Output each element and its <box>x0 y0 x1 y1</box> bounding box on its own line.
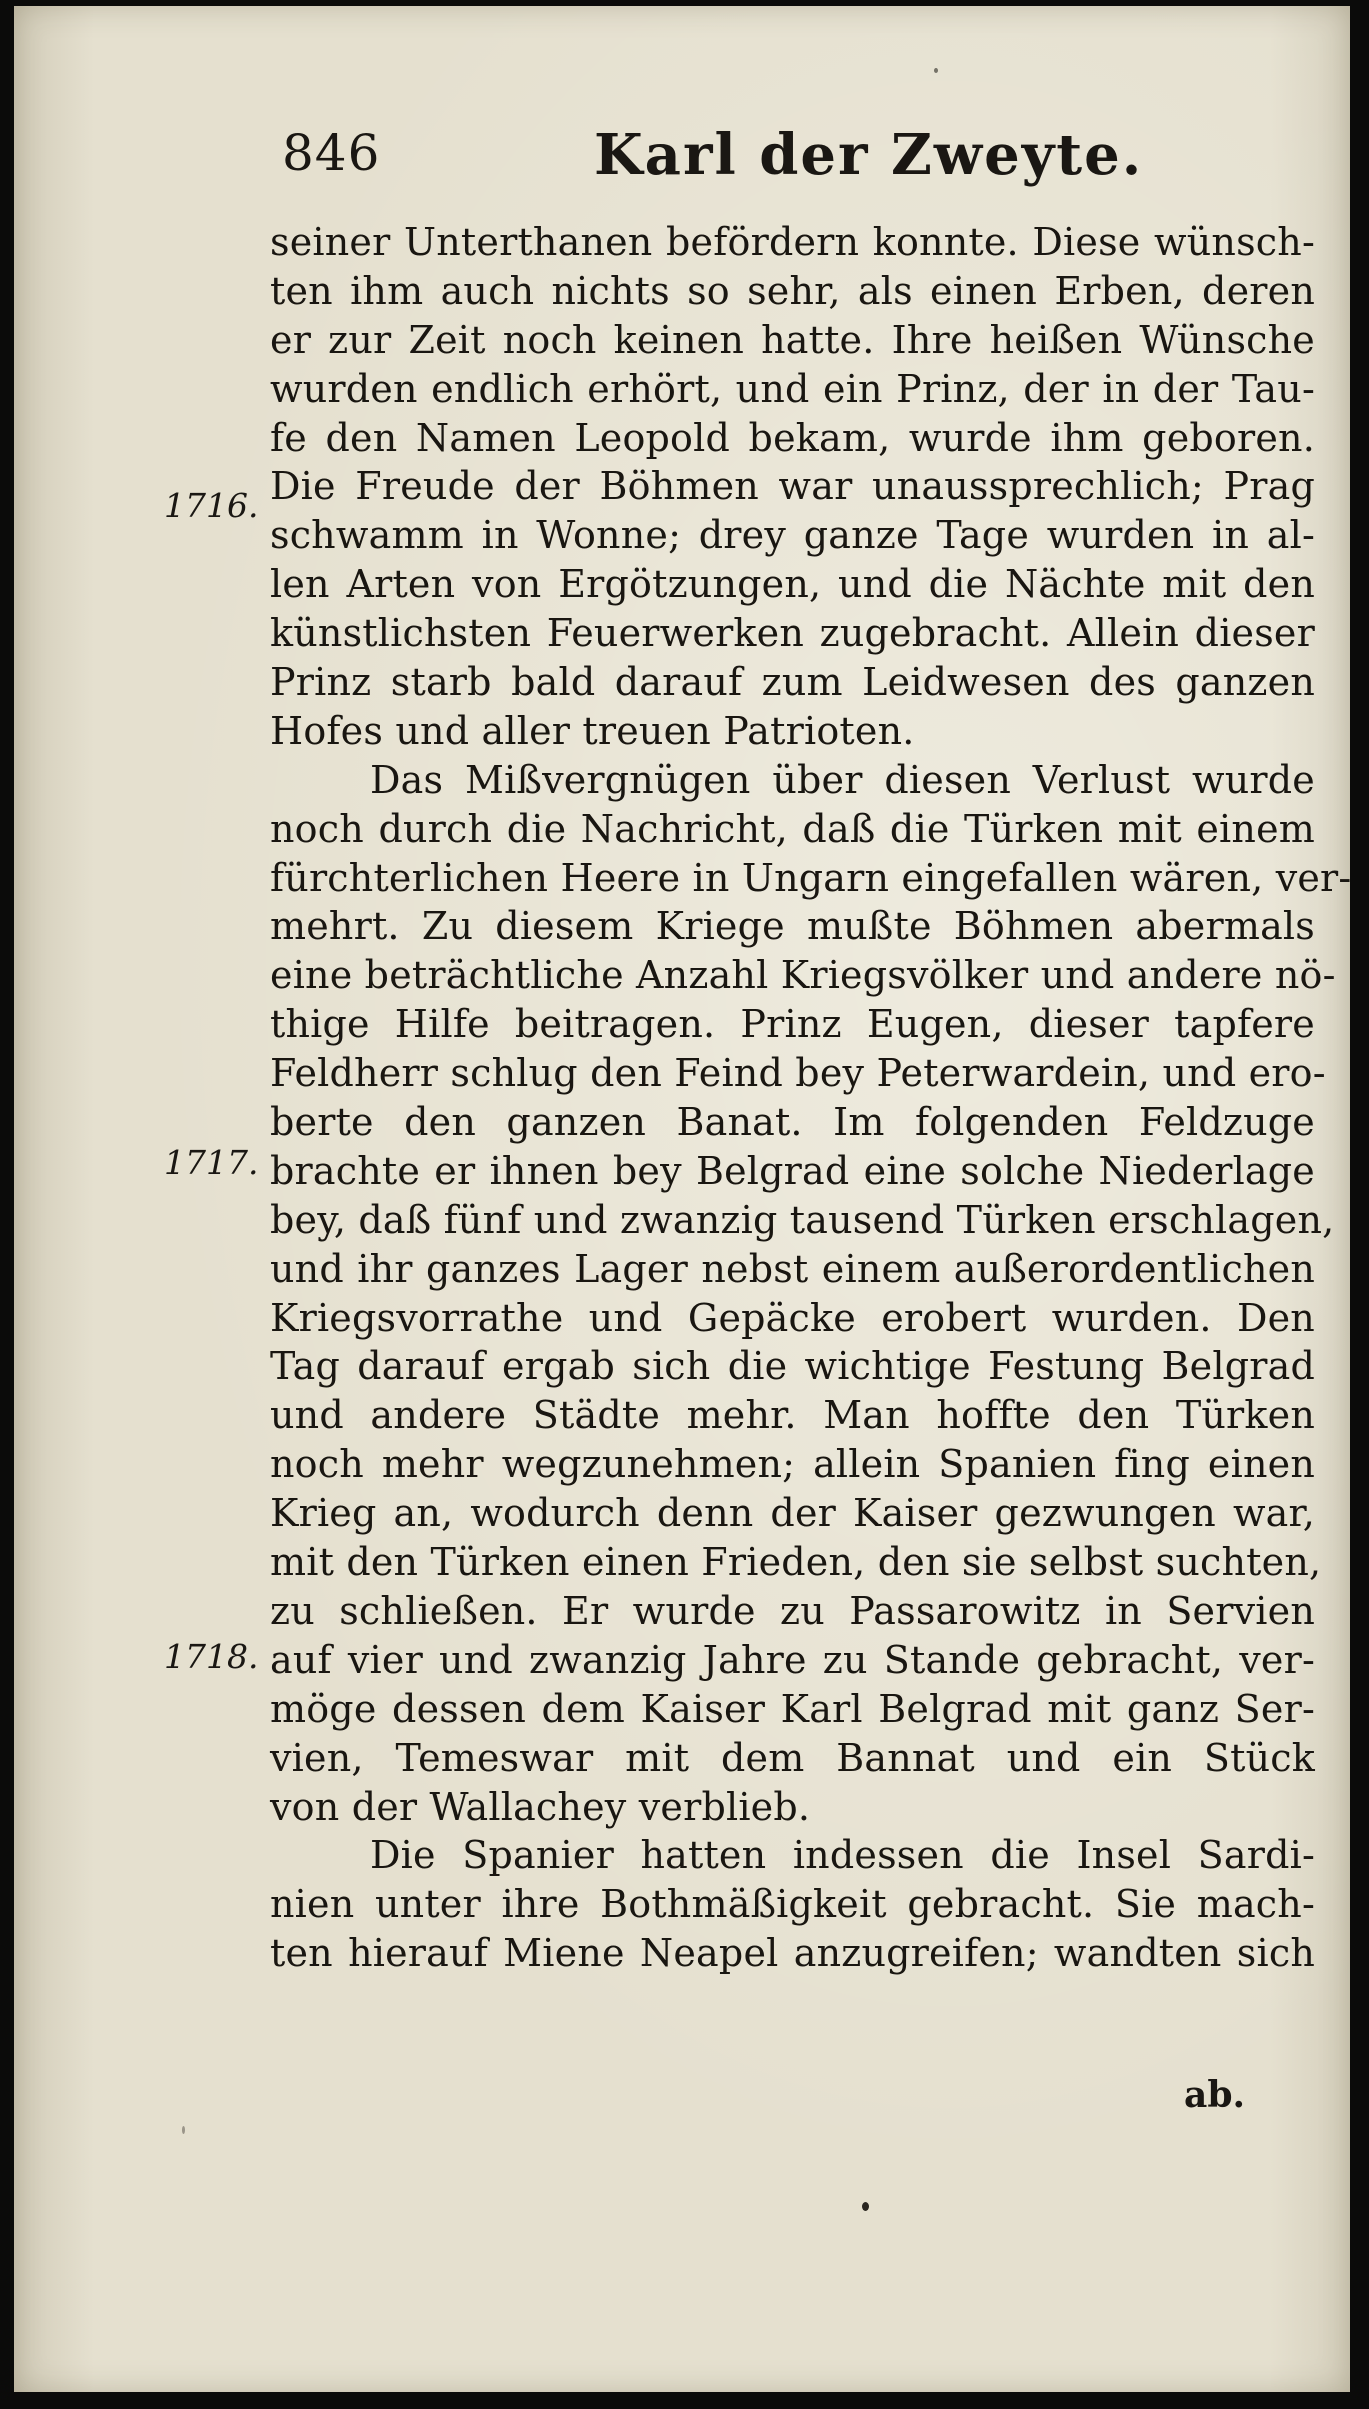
text-line: Hofes und aller treuen Patrioten. <box>270 708 915 753</box>
paper-speck <box>934 68 938 73</box>
catchword: ab. <box>1184 2074 1246 2116</box>
text-line: vien, Temeswar mit dem Bannat und ein Stück <box>270 1735 1315 1780</box>
body-text <box>270 218 1352 1978</box>
text-line: er zur Zeit noch keinen hatte. Ihre heißen Wünsche <box>270 317 1315 362</box>
text-line: len Arten von Ergötzungen, und die Nächte mit den <box>270 562 1315 607</box>
text-line: schwamm in Wonne; drey ganze Tage wurden in al- <box>270 513 1315 558</box>
margin-year-1716: 1716. <box>164 486 259 525</box>
text-line: seiner Unterthanen befördern konnte. Diese wünsch- <box>270 220 1315 264</box>
text-line: Kriegsvorrathe und Gepäcke erobert wurden. Den <box>270 1295 1315 1340</box>
text-line: Das Mißvergnügen über diesen Verlust wurde <box>370 757 1315 802</box>
text-line: thige Hilfe beitragen. Prinz Eugen, dieser tapfere <box>270 1002 1315 1047</box>
margin-year-1717: 1717. <box>164 1143 259 1182</box>
text-line: zu schließen. Er wurde zu Passarowitz in Servien <box>270 1588 1315 1633</box>
text-line: Feldherr schlug den Feind bey Peterwardein, und ero- <box>270 1051 1326 1096</box>
text-line: berte den ganzen Banat. Im folgenden Feldzuge <box>270 1100 1315 1145</box>
text-line: ten ihm auch nichts so sehr, als einen Erben, deren <box>270 268 1315 313</box>
text-line: Prinz starb bald darauf zum Leidwesen des ganzen <box>270 660 1315 705</box>
text-line: wurden endlich erhört, und ein Prinz, der in der Tau- <box>270 366 1315 411</box>
text-line: von der Wallachey verblieb. <box>270 1784 811 1829</box>
text-line: brachte er ihnen bey Belgrad eine solche Niederlage <box>270 1148 1315 1193</box>
text-line: und andere Städte mehr. Man hoffte den Türken <box>270 1393 1315 1438</box>
text-line: Tag darauf ergab sich die wichtige Festung Belgrad <box>270 1344 1315 1389</box>
text-line: künstlichsten Feuerwerken zugebracht. Allein dieser <box>270 611 1315 656</box>
text-line: und ihr ganzes Lager nebst einem außerordentlichen <box>270 1246 1315 1291</box>
text-line: mit den Türken einen Frieden, den sie selbst suchten, <box>270 1540 1322 1585</box>
text-line: auf vier und zwanzig Jahre zu Stande gebracht, ver- <box>270 1637 1315 1682</box>
text-line: bey, daß fünf und zwanzig tausend Türken erschlagen, <box>270 1197 1335 1242</box>
text-line: möge dessen dem Kaiser Karl Belgrad mit ganz Ser- <box>270 1686 1315 1731</box>
text-line: ten hierauf Miene Neapel anzugreifen; wandten sich <box>270 1931 1315 1976</box>
text-line: fürchterlichen Heere in Ungarn eingefallen wären, ver- <box>270 855 1352 900</box>
running-title: Karl der Zweyte. <box>594 122 1144 188</box>
margin-year-1718: 1718. <box>164 1637 259 1676</box>
page-header <box>272 114 1322 186</box>
book-page <box>14 6 1350 2392</box>
text-line: Die Spanier hatten indessen die Insel Sardi- <box>370 1833 1315 1878</box>
paper-speck <box>862 2202 869 2211</box>
text-line: nien unter ihre Bothmäßigkeit gebracht. Sie mach- <box>270 1882 1315 1927</box>
text-line: noch durch die Nachricht, daß die Türken mit einem <box>270 806 1315 851</box>
paper-speck <box>182 2126 185 2134</box>
text-line: Die Freude der Böhmen war unaussprechlich; Prag <box>270 464 1315 509</box>
text-line: noch mehr wegzunehmen; allein Spanien fing einen <box>270 1442 1315 1487</box>
text-line: fe den Namen Leopold bekam, wurde ihm geboren. <box>270 415 1315 460</box>
page-number: 846 <box>282 124 381 182</box>
text-line: mehrt. Zu diesem Kriege mußte Böhmen abermals <box>270 904 1315 949</box>
text-line: eine beträchtliche Anzahl Kriegsvölker und andere nö- <box>270 953 1336 998</box>
text-line: Krieg an, wodurch denn der Kaiser gezwungen war, <box>270 1491 1315 1536</box>
